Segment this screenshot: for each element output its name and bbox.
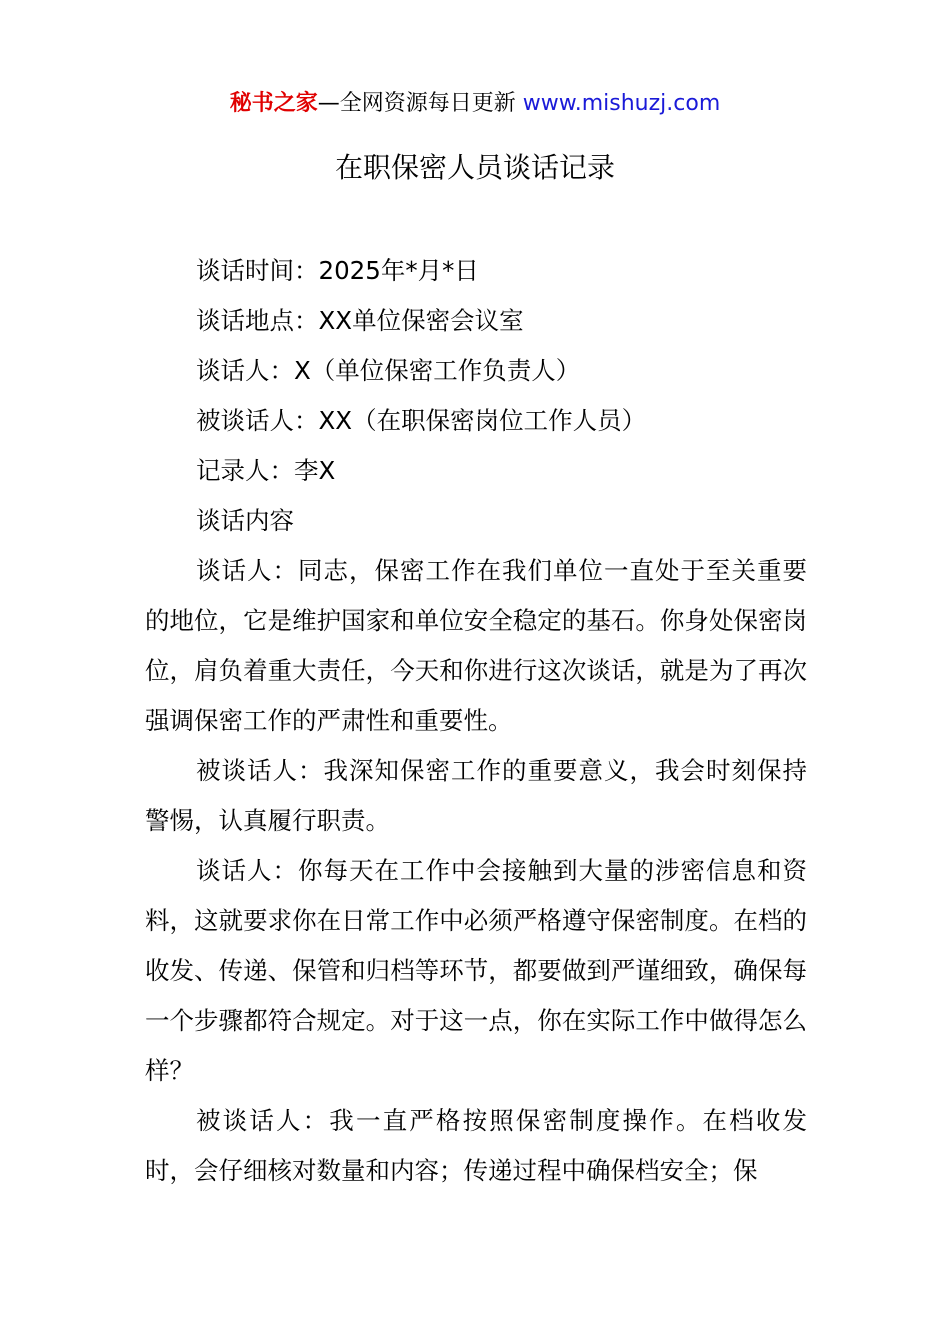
brand-name: 秘书之家 [229, 91, 318, 116]
document-title: 在职保密人员谈话记录 [334, 151, 615, 184]
header-tagline: —全网资源每日更新 [317, 91, 523, 116]
content-heading: 谈话内容 [196, 506, 294, 535]
meta-recorder: 记录人：李X [196, 456, 336, 485]
paragraph: 谈话人：同志，保密工作在我们单位一直处于至关重要的地位，它是维护国家和单位安全稳定的基石。你身处保密岗位，肩负着重大责任，今天和你进行这次谈话，就是为了再次强调保密工作的严肃性和重要性。 [145, 556, 807, 735]
meta-time: 谈话时间：2025年*月*日 [196, 256, 479, 285]
site-url-link[interactable]: www.mishuzj.com [522, 91, 721, 116]
site-header [0, 88, 950, 120]
document-body [145, 246, 807, 1196]
meta-place: 谈话地点：XX单位保密会议室 [196, 306, 524, 335]
paragraph: 被谈话人：我深知保密工作的重要意义，我会时刻保持警惕，认真履行职责。 [145, 756, 807, 835]
meta-interviewee: 被谈话人：XX（在职保密岗位工作人员） [196, 406, 647, 435]
meta-interviewer: 谈话人：X（单位保密工作负责人） [196, 356, 581, 385]
paragraph: 被谈话人：我一直严格按照保密制度操作。在档收发时，会仔细核对数量和内容；传递过程中确保档安全；保 [145, 1106, 807, 1185]
paragraph: 谈话人：你每天在工作中会接触到大量的涉密信息和资料，这就要求你在日常工作中必须严格遵守保密制度。在档的收发、传递、保管和归档等环节，都要做到严谨细致，确保每一个步骤都符合规定。对于这一点，你在实际工作中做得怎么样？ [145, 856, 807, 1085]
